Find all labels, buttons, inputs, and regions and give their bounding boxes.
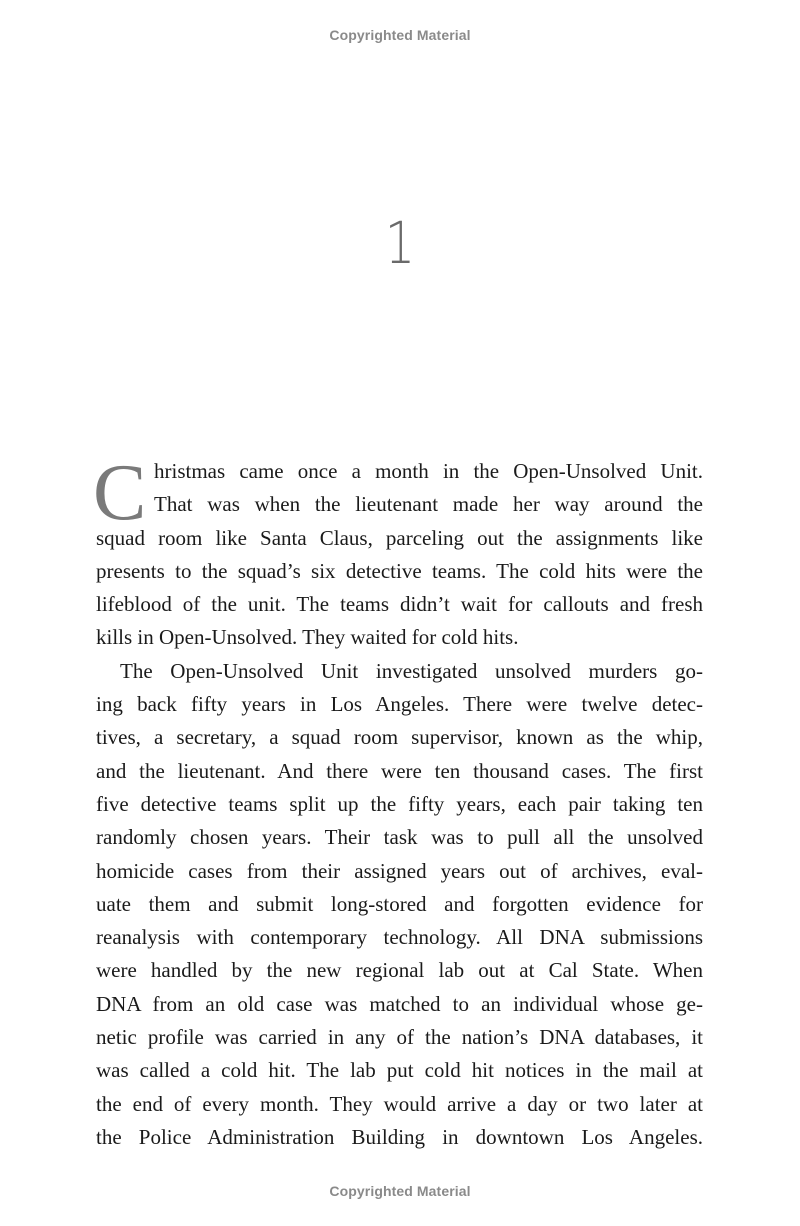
text-line: the Police Administration Building in downtown Los Angeles. [96,1124,703,1149]
text-line: tives, a secretary, a squad room supervisor, known as the whip, [96,725,703,750]
text-line: were handled by the new regional lab out at Cal State. When [96,958,703,983]
chapter-body [93,449,703,1154]
text-line: the end of every month. They would arrive a day or two later at [96,1091,703,1116]
copyright-watermark-bottom: Copyrighted Material [329,1183,471,1199]
drop-cap: C [93,449,147,537]
text-line: hristmas came once a month in the Open-Unsolved Unit. [154,459,703,483]
text-line: lifeblood of the unit. The teams didn’t wait for callouts and fresh [96,592,703,617]
text-line: uate them and submit long-stored and forgotten evidence for [96,891,703,916]
text-line: homicide cases from their assigned years out of archives, eval- [96,858,703,883]
text-line: presents to the squad’s six detective teams. The cold hits were the [96,558,703,583]
text-line: reanalysis with contemporary technology. All DNA submissions [96,925,703,950]
text-line: and the lieutenant. And there were ten thousand cases. The first [96,758,703,783]
paragraph-2 [96,655,703,1154]
text-line: ing back fifty years in Los Angeles. There were twelve detec- [96,692,703,717]
text-line: randomly chosen years. Their task was to pull all the unsolved [96,825,703,850]
chapter-number: 1 [384,209,416,277]
text-line: DNA from an old case was matched to an individual whose ge- [96,991,703,1016]
text-line: five detective teams split up the fifty years, each pair taking ten [96,791,703,816]
text-line: was called a cold hit. The lab put cold hit notices in the mail at [96,1058,703,1083]
copyright-watermark-top: Copyrighted Material [329,27,471,43]
paragraph-1 [96,455,703,655]
text-line: kills in Open-Unsolved. They waited for cold hits. [96,625,519,650]
text-line: squad room like Santa Claus, parceling out the assignments like [96,525,703,550]
text-line: netic profile was carried in any of the nation’s DNA databases, it [96,1025,703,1050]
text-line: The Open-Unsolved Unit investigated unsolved murders go- [120,658,703,683]
text-line: That was when the lieutenant made her way around the [154,492,703,517]
